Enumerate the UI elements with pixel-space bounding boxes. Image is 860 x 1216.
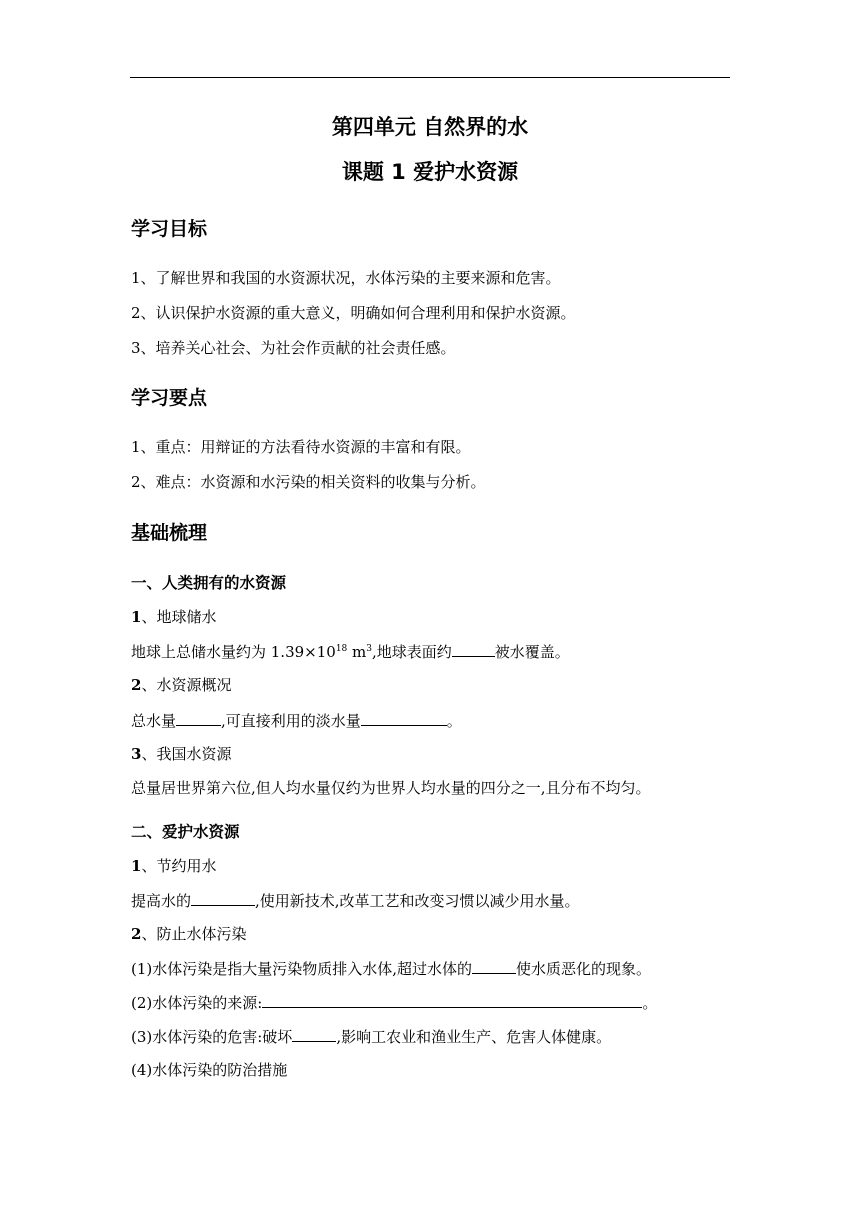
fill-blank[interactable] [262,992,642,1008]
part2-line-1: (1)水体污染是指大量污染物质排入水体,超过水体的 使水质恶化的现象。 [131,960,652,978]
point-item-2: 2、难点：水资源和水污染的相关资料的收集与分析。 [131,473,486,491]
part2-line-4: (4)水体污染的防治措施 [131,1061,288,1079]
goal-item-3: 3、培养关心社会、为社会作贡献的社会责任感。 [131,339,456,357]
fill-blank[interactable] [191,890,255,906]
part1-heading: 一、人类拥有的水资源 [131,574,287,592]
part1-subheading-3: 3、我国水资源 [131,745,232,763]
part2-line-2: (2)水体污染的来源: 。 [131,994,658,1012]
part1-subheading-2: 2、水资源概况 [131,676,232,694]
part1-text-1: 地球上总储水量约为 $1.39\times 10^{18}$ $m^3$,地球表面约 被水覆盖。 [131,643,570,661]
part1-subheading-1: 1、地球储水 [131,608,217,626]
part1-text-3: 总量居世界第六位,但人均水量仅约为世界人均水量的四分之一,且分布不均匀。 [131,779,651,797]
goal-item-2: 2、认识保护水资源的重大意义，明确如何合理利用和保护水资源。 [131,304,576,322]
fill-blank[interactable] [472,958,516,974]
goals-heading: 学习目标 [131,218,208,240]
fill-blank[interactable] [361,710,447,726]
part2-heading: 二、爱护水资源 [131,823,240,841]
fill-blank[interactable] [452,641,495,657]
unit-title: 第四单元 自然界的水 [331,115,529,139]
part2-subheading-2: 2、防止水体污染 [131,925,247,943]
point-item-1: 1、重点：用辩证的方法看待水资源的丰富和有限。 [131,438,471,456]
fill-blank[interactable] [176,710,221,726]
part2-subheading-1: 1、节约用水 [131,857,217,875]
lesson-title: 课题 1 爱护水资源 [341,160,519,184]
fill-blank[interactable] [292,1026,336,1042]
basics-heading: 基础梳理 [131,522,208,544]
part1-text-2: 总水量 ,可直接利用的淡水量 。 [131,712,462,730]
part2-line-3: (3)水体污染的危害:破坏 ,影响工农业和渔业生产、危害人体健康。 [131,1028,612,1046]
goal-item-1: 1、了解世界和我国的水资源状况，水体污染的主要来源和危害。 [131,269,561,287]
points-heading: 学习要点 [131,387,208,409]
header-rule [130,77,730,78]
part2-text-1: 提高水的 ,使用新技术,改革工艺和改变习惯以减少用水量。 [131,892,580,910]
